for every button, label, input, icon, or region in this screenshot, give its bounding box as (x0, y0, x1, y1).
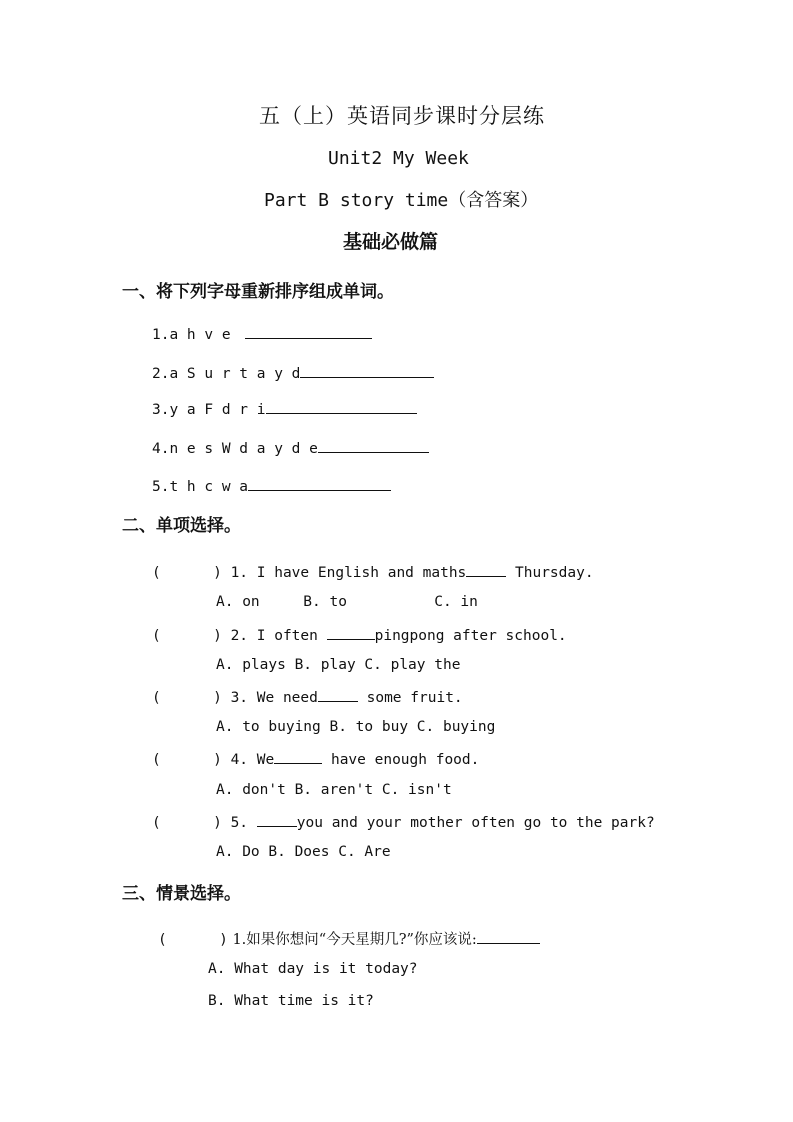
unscramble-item-1 (152, 326, 372, 343)
answer-paren-1[interactable]: ( ) (152, 565, 222, 581)
answer-paren-4[interactable]: ( ) (152, 752, 222, 768)
mc-question-4: ( ) 4. We have enough food. (152, 752, 480, 768)
answer-blank-5[interactable] (248, 478, 391, 491)
situation-question-1: ( ) 1.如果你想问“今天星期几?”你应该说: (158, 931, 540, 948)
mc-question-2: ( ) 2. I often pingpong after school. (152, 628, 567, 644)
page-title: 五（上）英语同步课时分层练 (259, 104, 545, 128)
answer-blank-3[interactable] (266, 401, 417, 414)
answer-blank-4[interactable] (318, 440, 429, 453)
situation-option-a: A. What day is it today? (208, 961, 418, 977)
unscramble-item-3 (152, 401, 417, 418)
part-title: Part B story time（含答案） (264, 190, 539, 211)
section-2-heading: 二、单项选择。 (122, 516, 241, 536)
mc-options-5: A. Do B. Does C. Are (216, 844, 391, 860)
unscramble-item-2 (152, 365, 434, 382)
mc-options-2: A. plays B. play C. play the (216, 657, 461, 673)
blank (327, 627, 375, 640)
answer-blank-2[interactable] (300, 365, 434, 378)
mc-question-5: ( ) 5. you and your mother often go to the park? (152, 815, 655, 831)
letters-2: 2.a S u r t a y d (152, 366, 301, 382)
unscramble-item-5 (152, 478, 391, 495)
unscramble-item-4 (152, 440, 429, 457)
mc-options-1: A. on B. to C. in (216, 594, 478, 610)
letters-4: 4.n e s W d a y d e (152, 441, 318, 457)
blank (274, 751, 322, 764)
letters-3: 3.y a F d r i (152, 402, 266, 418)
answer-blank-1[interactable] (245, 326, 372, 339)
situation-option-b: B. What time is it? (208, 993, 374, 1009)
blank (257, 814, 297, 827)
blank (466, 564, 506, 577)
mc-question-1: ( ) 1. I have English and maths Thursday. (152, 565, 594, 581)
mc-question-3: ( ) 3. We need some fruit. (152, 690, 463, 706)
answer-paren-2[interactable]: ( ) (152, 628, 222, 644)
blank (477, 931, 540, 944)
mc-options-4: A. don't B. aren't C. isn't (216, 782, 452, 798)
answer-paren-3[interactable]: ( ) (152, 690, 222, 706)
mc-options-3: A. to buying B. to buy C. buying (216, 719, 496, 735)
section-3-heading: 三、情景选择。 (122, 884, 241, 904)
answer-paren-5[interactable]: ( ) (152, 815, 222, 831)
unit-title: Unit2 My Week (328, 148, 469, 169)
letters-1: 1.a h v e (152, 327, 231, 343)
section-1-heading: 一、将下列字母重新排序组成单词。 (122, 282, 394, 302)
blank (318, 689, 358, 702)
letters-5: 5.t h c w a (152, 479, 249, 495)
level-title: 基础必做篇 (343, 231, 439, 253)
answer-paren-s1[interactable]: ( ) (158, 932, 228, 948)
